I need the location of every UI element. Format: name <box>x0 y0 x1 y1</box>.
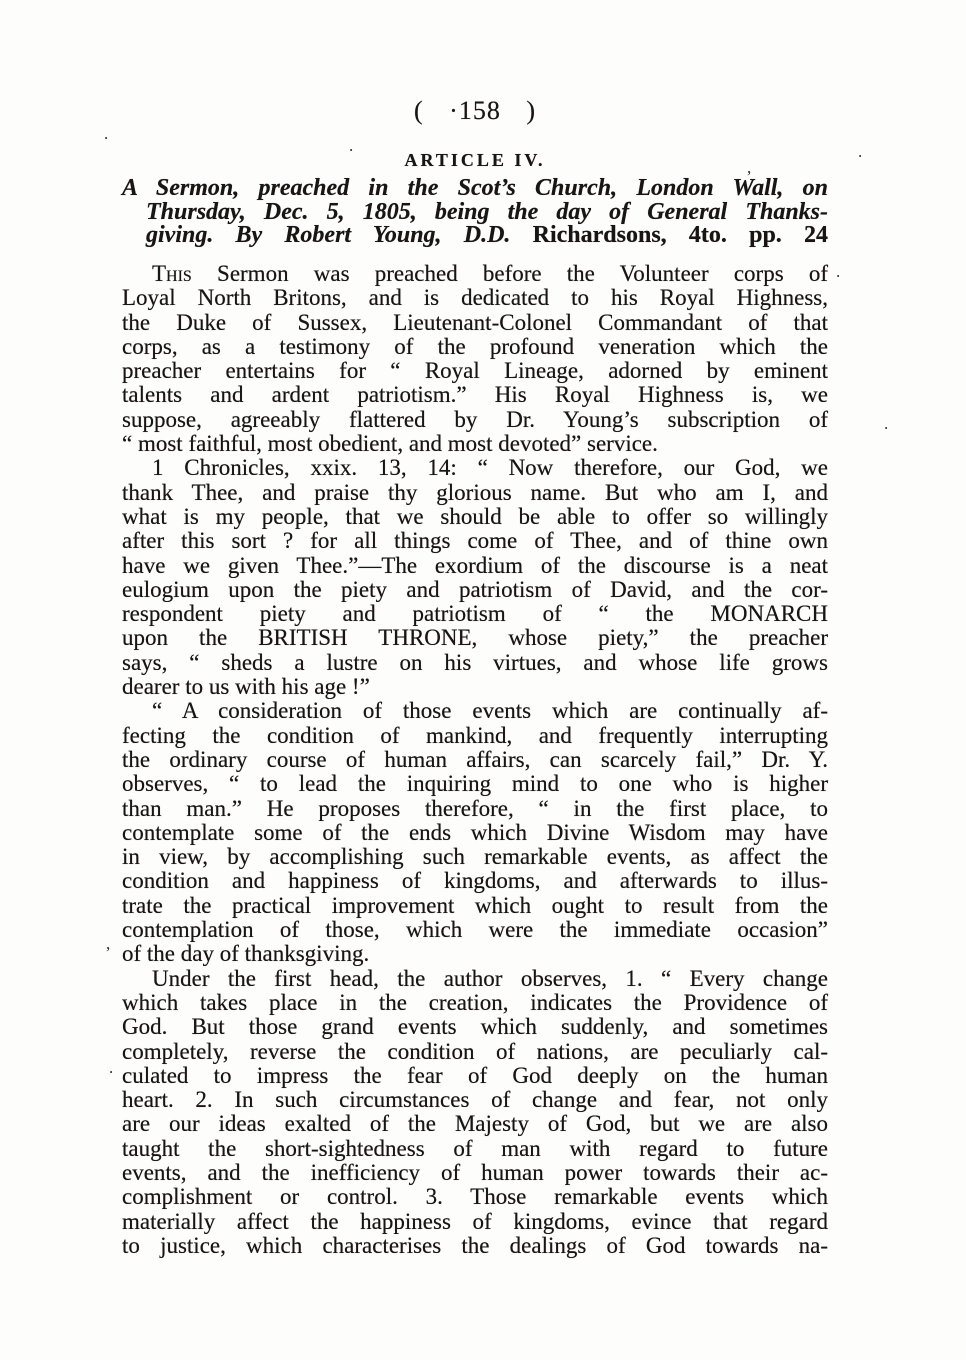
scan-speck: . <box>858 142 863 161</box>
text-line: trate the practical improvement which ought to result from the <box>122 892 828 918</box>
sermon-title-block <box>122 177 828 248</box>
text-line: the ordinary course of human affairs, can scarcely fail,” Dr. Y. <box>122 746 828 772</box>
page-number: ( ·158 ) <box>414 96 536 125</box>
title-line-1: A Sermon, preached in the Scot’s Church, London Wall, on <box>122 175 828 201</box>
text-line: condition and happiness of kingdoms, and afterwards to illus- <box>122 868 828 894</box>
text-line: the Duke of Sussex, Lieutenant-Colonel Commandant of that <box>122 309 828 335</box>
scan-speck: . <box>836 262 841 281</box>
paragraph <box>122 699 828 966</box>
paragraph <box>122 262 828 456</box>
paragraph <box>122 456 828 699</box>
text-line: upon the BRITISH THRONE, whose piety,” the preacher <box>122 625 828 651</box>
text-line: complishment or control. 3. Those remarkable events which <box>122 1184 828 1210</box>
scan-speck: , <box>747 158 752 177</box>
small-caps-lead-word: This <box>152 261 192 286</box>
text-line: corps, as a testimony of the profound veneration which the <box>122 333 828 359</box>
text-line: eulogium upon the piety and patriotism of David, and the cor- <box>122 576 828 602</box>
text-line: says, “ sheds a lustre on his virtues, and whose life grows <box>122 649 828 675</box>
text-line: what is my people, that we should be able to offer so willingly <box>122 503 828 529</box>
text-line: God. But those grand events which suddenly, and sometimes <box>122 1014 828 1040</box>
title-line-3-roman: Richardsons, 4to. pp. 24 <box>532 222 829 248</box>
scan-speck: , <box>106 934 111 953</box>
text-line: in view, by accomplishing such remarkable events, as affect the <box>122 844 828 870</box>
text-line: completely, reverse the condition of nations, are peculiarly cal- <box>122 1038 828 1064</box>
text-line: “ most faithful, most obedient, and most devoted” service. <box>122 431 658 457</box>
text-line: preacher entertains for “ Royal Lineage, adorned by eminent <box>122 358 828 384</box>
text-line: are our ideas exalted of the Majesty of God, but we are also <box>122 1111 828 1137</box>
scan-speck: . <box>884 414 889 433</box>
text-line: than man.” He proposes therefore, “ in the first place, to <box>122 795 828 821</box>
title-line-3-italic: giving. By Robert Young, D.D. <box>146 222 511 248</box>
text-line: “ A consideration of those events which are continually af- <box>152 698 828 724</box>
text-line: have we given Thee.”—The exordium of the discourse is a neat <box>122 552 828 578</box>
text-line: which takes place in the creation, indicates the Providence of <box>122 989 828 1015</box>
text-line: thank Thee, and praise thy glorious name. But who am I, and <box>122 479 828 505</box>
text-line: taught the short-sightedness of man with regard to future <box>122 1135 828 1161</box>
text-line: contemplation of those, which were the immediate occasion” <box>122 917 828 943</box>
title-line-2: Thursday, Dec. 5, 1805, being the day of General Thanks- <box>146 198 828 225</box>
text-line: events, and the inefficiency of human power towards their ac- <box>122 1159 828 1185</box>
text-line: respondent piety and patriotism of “ the MONARCH <box>122 601 828 627</box>
text-line: contemplate some of the ends which Divine Wisdom may have <box>122 819 828 845</box>
title-line-3 <box>122 224 828 248</box>
text-line: of the day of thanksgiving. <box>122 941 370 967</box>
text-line: Loyal North Britons, and is dedicated to his Royal Highness, <box>122 285 828 311</box>
text-line: observes, “ to lead the inquiring mind to one who is higher <box>122 771 828 797</box>
text-line: Under the first head, the author observes, 1. “ Every change <box>152 965 828 991</box>
text-line: 1 Chronicles, xxix. 13, 14: “ Now therefore, our God, we <box>152 455 828 481</box>
paragraph <box>122 967 828 1259</box>
scan-speck: . <box>349 136 354 155</box>
text-line: materially affect the happiness of kingdoms, evince that regard <box>122 1208 828 1234</box>
text-line: suppose, agreeably flattered by Dr. Young’s subscription of <box>122 406 828 432</box>
text-line: fecting the condition of mankind, and frequently interrupting <box>122 722 828 748</box>
text-line: talents and ardent patriotism.” His Royal Highness is, we <box>122 382 828 408</box>
text-line: dearer to us with his age !” <box>122 674 370 700</box>
article-heading: ARTICLE IV. <box>404 150 546 170</box>
text-line: to justice, which characterises the dealings of God towards na- <box>122 1232 828 1258</box>
text-line: heart. 2. In such circumstances of change and fear, not only <box>122 1087 828 1113</box>
scan-speck: . <box>109 1058 114 1077</box>
text-line: after this sort ? for all things come of Thee, and of thine own <box>122 528 828 554</box>
scan-speck: . <box>104 124 109 143</box>
text-line: This Sermon was preached before the Volunteer corps of <box>152 261 828 286</box>
text-line: culated to impress the fear of God deeply on the human <box>122 1062 828 1088</box>
article-body <box>122 262 828 1258</box>
